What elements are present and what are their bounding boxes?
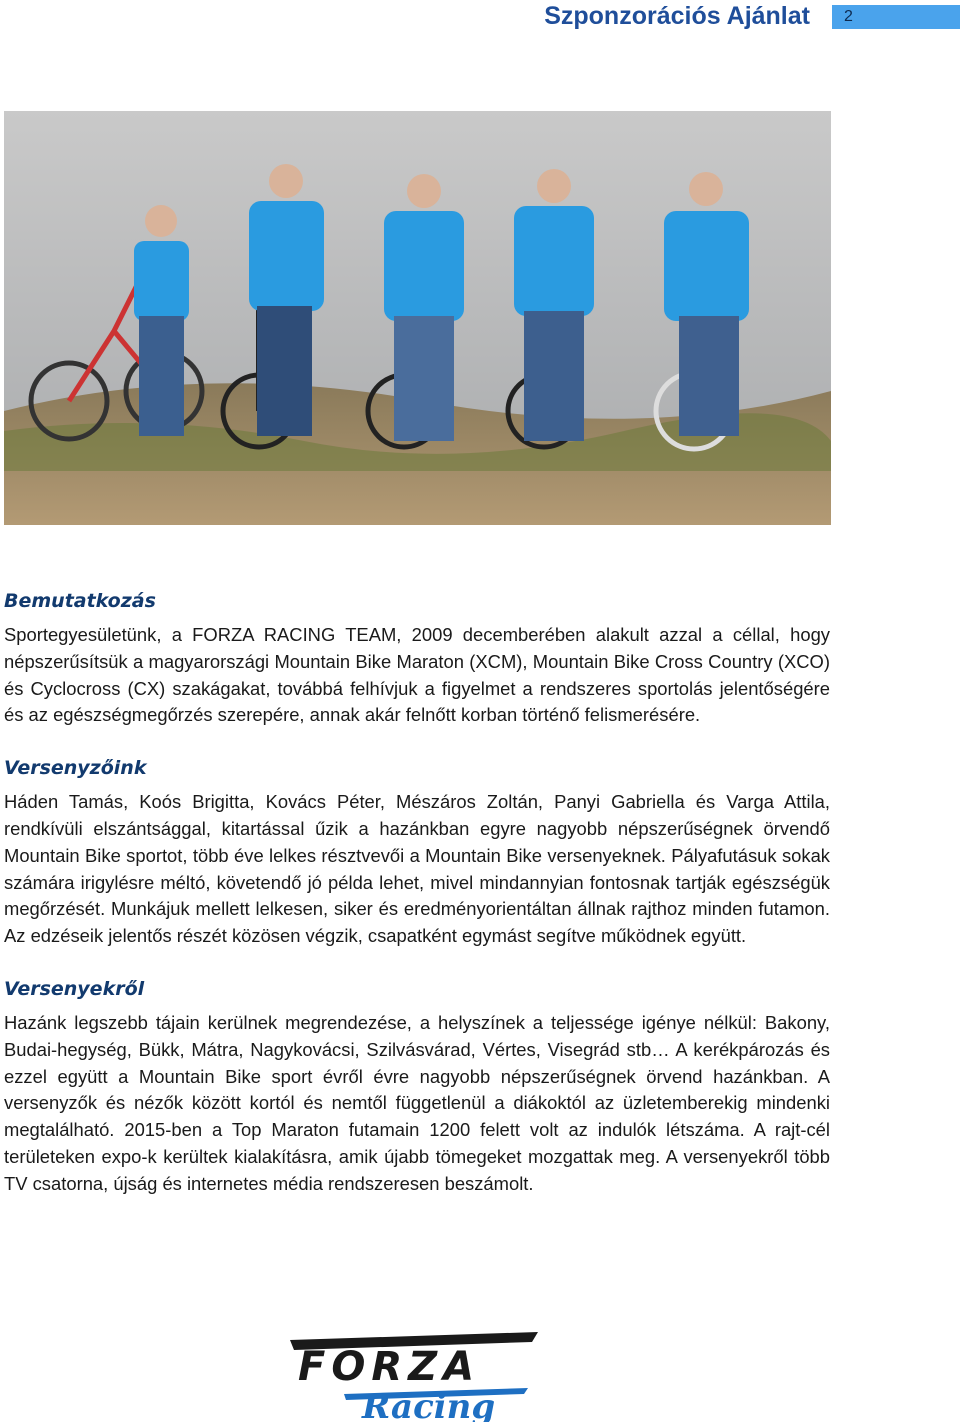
section-text-riders: Háden Tamás, Koós Brigitta, Kovács Péter, Mészáros Zoltán, Panyi Gabriella és Varga Attila, rendkívüli elszántsággal, kitartással űzik a hazánkban egyre nagyobb népszerűségnek örvendő Mountain Bike sportot, több éve lelkes résztvevői a Mountain Bike versenyeknek. Pályafutásuk sokak számára irigylésre méltó, követendő jó példa lehet, mivel mindannyian fontosnak tartják egészségük megőrzését. Munkájuk mellett lelkesen, siker és eredményorientáltan állnak rajthoz minden futamon. Az edzéseik jelentős részét közösen végzik, csapatként egymást segítve működnek együtt. (4, 791, 830, 947)
section-heading-riders: Versenyzőink (4, 757, 147, 780)
content (4, 588, 830, 1224)
section-heading-races: Versenyekről (4, 977, 145, 1000)
section-heading-introduction: Bemutatkozás (4, 590, 156, 612)
logo-word-forza: FORZA (298, 1344, 481, 1390)
section-text-introduction: Sportegyesületünk, a FORZA RACING TEAM, 2009 decemberében alakult azzal a céllal, hogy népszerűsítsük a magyarországi Mountain Bike Maraton (XCM), Mountain Bike Cross Country (XCO) és Cyclocross (CX) szakágakat, továbbá felhívjuk a figyelmet a rendszeres sportolás jelentőségére és az egészségmegőrzés szerepére, annak akár felnőtt korban történő felismerésére. (4, 624, 830, 726)
header-title: Szponzorációs Ajánlat (544, 2, 810, 30)
section-text-races: Hazánk legszebb tájain kerülnek megrendezése, a helyszínek a teljessége igénye nélkül: Bakony, Budai-hegység, Bükk, Mátra, Nagykovácsi, Szilvásvárad, Vértes, Visegrád stb… A kerékpározás és ezzel együtt a Mountain Bike sport évről évre nagyobb népszerűségnek örvend hazánkban. A versenyzők és nézők között kortól és nemtől függetlenül a diákoktól az üzletemberekig mindenki megtalálható. 2015-ben a Top Maraton futamain 1200 felett volt az indulók létszáma. A rajt-cél területeken expo-k kerültek kialakításra, amik újabb tömegeket mozgattak meg. A versenyekről több TV csatorna, újság és internetes média rendszeresen beszámolt. (4, 1011, 830, 1194)
forza-racing-logo (284, 1328, 544, 1422)
page-header (0, 0, 960, 34)
logo-word-racing: Racing (362, 1387, 496, 1422)
team-photo (4, 111, 831, 525)
page-number: 2 (832, 5, 960, 29)
